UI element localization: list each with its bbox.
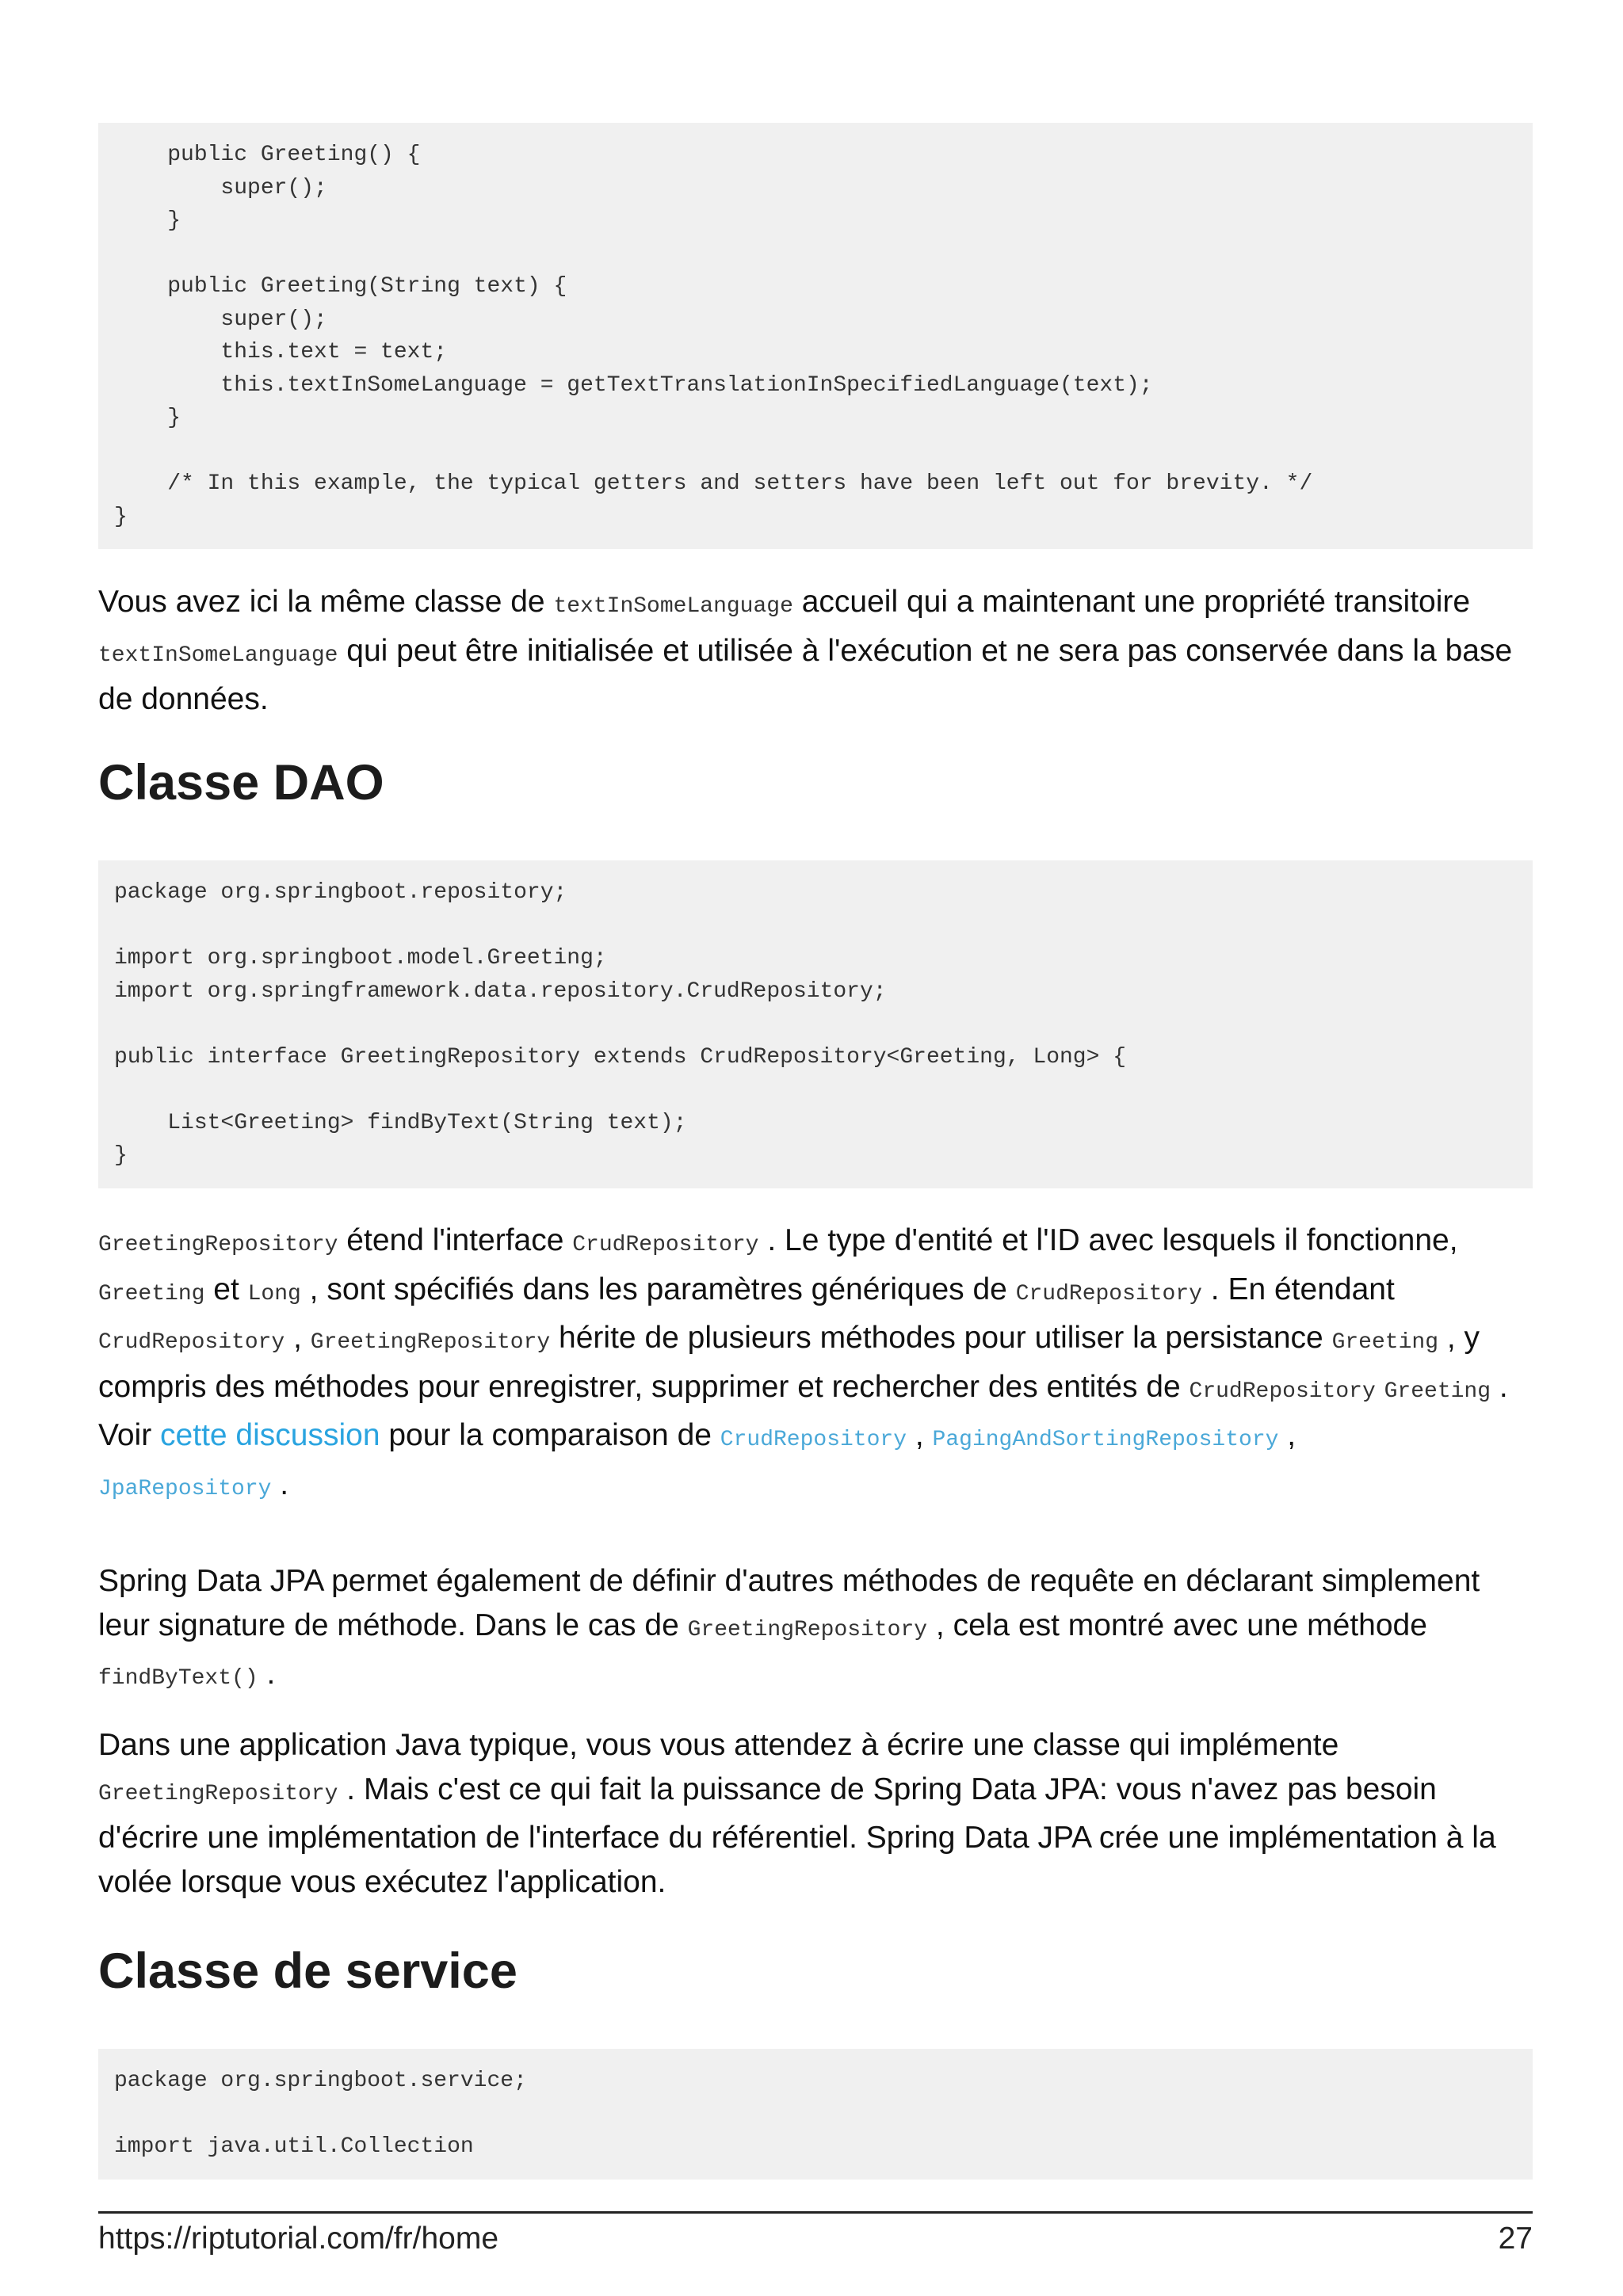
inline-code: GreetingRepository (687, 1617, 928, 1642)
text: , sont spécifiés dans les paramètres génériques de (300, 1272, 1016, 1306)
text: , (1278, 1418, 1296, 1452)
inline-code: findByText() (98, 1666, 258, 1691)
inline-code: Greeting (1331, 1330, 1438, 1355)
code-block-greeting: public Greeting() { super(); } public Greeting(String text) { super(); this.text = text; this.textInSomeLanguage = getTextTranslationInSpecifiedLanguage(text); } /* In this example, the typical getters and setters have been left out for brevity. */ } (98, 123, 1533, 549)
code-block-service: package org.springboot.service; import java.util.Collection (98, 2049, 1533, 2180)
text: étend l'interface (338, 1223, 573, 1257)
heading-classe-dao: Classe DAO (98, 755, 384, 810)
paragraph-transient (98, 580, 1533, 722)
text: Dans une application Java typique, vous vous attendez à écrire une classe qui implémente (98, 1728, 1339, 1762)
inline-code: GreetingRepository (98, 1233, 338, 1257)
text: , (907, 1418, 933, 1452)
paragraph-implementation (98, 1723, 1533, 1904)
text: . (258, 1657, 276, 1691)
text: Spring Data JPA permet également de définir d'autres méthodes de requête en déclarant simplement leur signature de méthode. Dans le cas de (98, 1564, 1480, 1642)
crudrepository-link[interactable]: CrudRepository (720, 1428, 907, 1452)
inline-code: GreetingRepository (98, 1781, 338, 1806)
text: pour la comparaison de (380, 1418, 720, 1452)
inline-code: CrudRepository (1189, 1379, 1376, 1404)
footer-divider (98, 2211, 1533, 2214)
discussion-link[interactable]: cette discussion (160, 1418, 380, 1452)
inline-code: GreetingRepository (310, 1330, 551, 1355)
text: hérite de plusieurs méthodes pour utiliser la persistance (550, 1321, 1332, 1355)
text: , y compris des méthodes pour enregistrer, supprimer et rechercher des entités de (98, 1321, 1480, 1404)
text: accueil qui a maintenant une propriété transitoire (792, 585, 1471, 619)
inline-code: Long (247, 1281, 301, 1306)
footer-url: https://riptutorial.com/fr/home (98, 2222, 499, 2256)
text: . (1491, 1369, 1508, 1404)
text: et (204, 1272, 248, 1306)
code-block-dao: package org.springboot.repository; import org.springboot.model.Greeting; import org.springframework.data.repository.CrudRepository; public interface GreetingRepository extends CrudRepository<Greeting, Long> { List<Greeting> findByText(String text); } (98, 860, 1533, 1188)
text: . (271, 1466, 289, 1501)
text: Vous avez ici la même classe de (98, 585, 554, 619)
text: qui peut être initialisée et utilisée à l'exécution et ne sera pas conservée dans la base de données. (98, 633, 1513, 716)
heading-classe-de-service: Classe de service (98, 1943, 517, 1999)
pagingandsortingrepository-link[interactable]: PagingAndSortingRepository (932, 1428, 1279, 1452)
text: . Mais c'est ce qui fait la puissance de Spring Data JPA: vous n'avez pas besoin d'écrire une implémentation de l'interface du référentiel. Spring Data JPA crée une implémentation à la volée lorsque vous exécutez l'application. (98, 1772, 1496, 1899)
text (1376, 1370, 1384, 1404)
inline-code: Greeting (1384, 1379, 1491, 1404)
jparepository-link[interactable]: JpaRepository (98, 1476, 272, 1501)
text: , cela est montré avec une méthode (927, 1608, 1427, 1642)
paragraph-query-methods (98, 1559, 1533, 1701)
inline-code: textInSomeLanguage (553, 594, 793, 619)
paragraph-repository (98, 1219, 1533, 1511)
text: , (285, 1321, 311, 1355)
inline-code: CrudRepository (572, 1233, 759, 1257)
text: . En étendant (1201, 1272, 1395, 1306)
page-number: 27 (1498, 2222, 1533, 2256)
text: Voir (98, 1418, 161, 1452)
inline-code: CrudRepository (98, 1330, 285, 1355)
text: . Le type d'entité et l'ID avec lesquels il fonctionne, (758, 1223, 1458, 1257)
inline-code: Greeting (98, 1281, 205, 1306)
inline-code: CrudRepository (1015, 1281, 1202, 1306)
inline-code: textInSomeLanguage (98, 643, 338, 668)
